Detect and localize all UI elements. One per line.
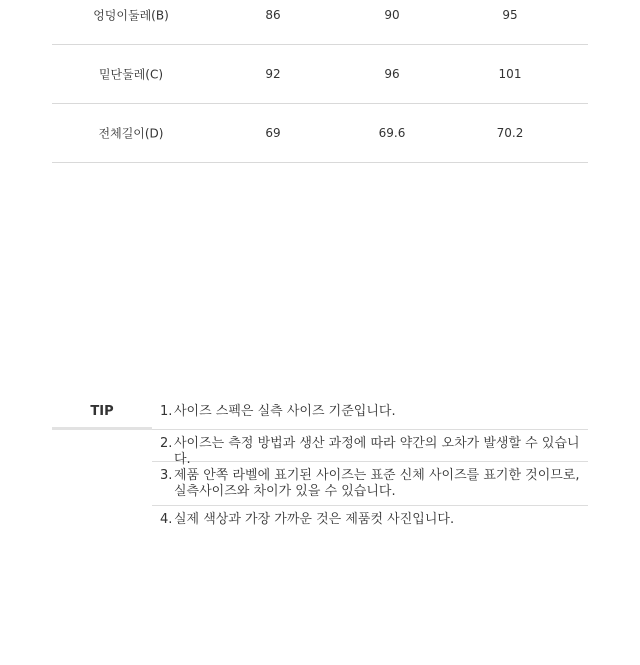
cell-value: 69.6 [378, 126, 406, 140]
row-label: 전체길이(D) [98, 126, 164, 141]
tip-item [152, 430, 588, 467]
cell-value: 96 [384, 67, 400, 81]
tip-item [152, 506, 588, 538]
table-row [52, 45, 588, 104]
tip-heading: TIP [90, 404, 114, 419]
tip-text: 실제 색상과 가장 가까운 것은 제품컷 사진입니다. [174, 512, 455, 527]
row-label: 엉덩이둘레(B) [93, 8, 169, 23]
row-label: 밑단둘레(C) [98, 67, 164, 82]
size-table [52, 0, 588, 163]
table-row [52, 0, 588, 45]
tip-item [152, 398, 588, 430]
cell-value: 69 [265, 126, 281, 140]
tip-text-line2: 실측사이즈와 차이가 있을 수 있습니다. [174, 484, 396, 499]
tip-number: 4. [160, 512, 173, 527]
tip-text-line1: 제품 안쪽 라벨에 표기된 사이즈는 표준 신체 사이즈를 표기한 것이므로, [174, 468, 580, 483]
cell-value: 70.2 [496, 126, 524, 140]
tip-heading-underline [52, 427, 152, 430]
cell-value: 90 [384, 8, 400, 22]
cell-value: 101 [498, 67, 522, 81]
tip-number: 1. [160, 404, 173, 419]
cell-value: 92 [265, 67, 281, 81]
tip-text: 사이즈는 측정 방법과 생산 과정에 따라 약간의 오차가 발생할 수 있습니다. [174, 436, 580, 467]
tip-number: 3. [160, 468, 173, 483]
table-row [52, 104, 588, 163]
tip-list [152, 398, 588, 538]
tip-text: 사이즈 스펙은 실측 사이즈 기준입니다. [174, 404, 396, 419]
cell-value: 95 [502, 8, 518, 22]
tip-item [152, 462, 588, 506]
tip-number: 2. [160, 436, 173, 451]
cell-value: 86 [265, 8, 281, 22]
